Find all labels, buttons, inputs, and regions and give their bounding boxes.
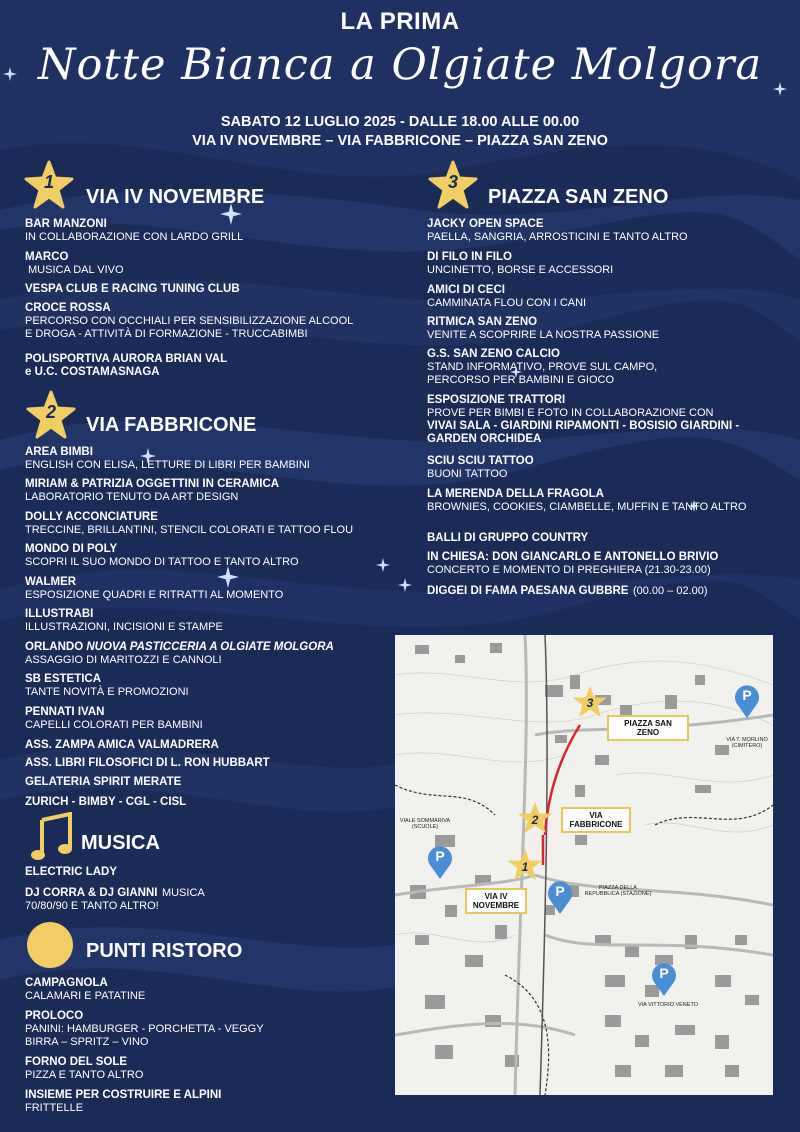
sun-circle-icon — [26, 921, 74, 969]
entry-name: POLISPORTIVA AURORA BRIAN VAL — [25, 353, 228, 365]
entry-desc: BUONI TATTOO — [427, 468, 508, 480]
entry-desc: PROVE PER BIMBI E FOTO IN COLLABORAZIONE CON — [427, 407, 714, 419]
entry-name: PENNATI IVAN — [25, 706, 105, 718]
entry-name: AMICI DI CECI — [427, 284, 505, 296]
entry-desc: LABORATORIO TENUTO DA ART DESIGN — [25, 491, 239, 503]
entry-desc: STAND INFORMATIVO, PROVE SUL CAMPO, — [427, 361, 658, 373]
entry-name: SCIU SCIU TATTOO — [427, 455, 534, 467]
entry-desc: PIZZA E TANTO ALTRO — [25, 1069, 144, 1081]
list-item — [427, 218, 797, 244]
parking-label-line: REPUBBLICA (STAZIONE) — [584, 891, 652, 897]
entry-desc: ASSAGGIO DI MARITOZZI E CANNOLI — [25, 654, 222, 666]
entry-desc: SCOPRI IL SUO MONDO DI TATTOO E TANTO ALTRO — [25, 556, 299, 568]
event-date: SABATO 12 LUGLIO 2025 - DALLE 18.00 ALLE 00.00 — [220, 114, 580, 130]
entry-desc: MUSICA DAL VIVO — [28, 264, 124, 276]
entry-name: VIVAI SALA - GIARDINI RIPAMONTI - BOSISIO GIARDINI - — [427, 420, 740, 432]
list-item — [25, 796, 395, 809]
list-item — [25, 446, 395, 472]
parking-pin-icon — [649, 960, 679, 996]
section-title-musica: MUSICA — [81, 832, 160, 854]
list-item — [427, 394, 797, 446]
map-marker-1: 1 — [521, 860, 529, 874]
entry-desc: E DROGA - ATTIVITÀ DI FORMAZIONE - TRUCCABIMBI — [25, 328, 308, 340]
parking-label-scuole — [395, 818, 455, 830]
entry-name: INSIEME PER COSTRUIRE E ALPINI — [25, 1089, 222, 1101]
sparkle-icon — [398, 578, 412, 592]
entry-name: ZURICH - BIMBY - CGL - CISL — [25, 796, 187, 808]
entry-desc: CALAMARI E PATATINE — [25, 990, 146, 1002]
list-item — [25, 1089, 395, 1115]
entry-desc: CAPELLI COLORATI PER BAMBINI — [25, 719, 203, 731]
entry-desc: BIRRA – SPRITZ – VINO — [25, 1036, 149, 1048]
entry-desc: ILLUSTRAZIONI, INCISIONI E STAMPE — [25, 621, 223, 633]
list-item — [25, 885, 395, 913]
entry-name: ESPOSIZIONE TRATTORI — [427, 394, 566, 406]
list-item — [25, 576, 395, 602]
list-item — [25, 776, 395, 789]
entry-name: RITMICA SAN ZENO — [427, 316, 538, 328]
entry-name: IN CHIESA: DON GIANCARLO E ANTONELLO BRIVIO — [427, 551, 719, 563]
music-note-icon — [30, 812, 72, 862]
entry-desc: CAMMINATA FLOU CON I CANI — [427, 297, 587, 309]
list-item — [25, 218, 395, 244]
star-number-label: 3 — [447, 172, 458, 192]
list-item — [25, 757, 395, 770]
entry-name: VESPA CLUB E RACING TUNING CLUB — [25, 283, 240, 295]
svg-text:P: P — [555, 883, 565, 899]
parking-label-vittorio-veneto: VIA VITTORIO VENETO — [637, 1002, 698, 1008]
entry-desc: CONCERTO E MOMENTO DI PREGHIERA (21.30-23.00) — [427, 564, 711, 576]
list-item — [25, 739, 395, 752]
parking-pin-icon — [732, 682, 762, 718]
map-label-piazza-san-zeno: PIAZZA SAN ZENO — [607, 715, 689, 741]
svg-text:P: P — [435, 848, 445, 864]
entry-desc: ENGLISH CON ELISA, LETTURE DI LIBRI PER BAMBINI — [25, 459, 310, 471]
list-item — [25, 641, 395, 667]
entry-name: ASS. LIBRI FILOSOFICI DI L. RON HUBBART — [25, 757, 270, 769]
event-streets: VIA IV NOVEMBRE – VIA FABBRICONE – PIAZZA SAN ZENO — [192, 133, 608, 149]
entry-name: ORLANDO — [25, 641, 84, 653]
list-item — [25, 673, 395, 699]
list-item — [25, 706, 395, 732]
parking-label-cimitero — [717, 737, 773, 749]
list-item — [427, 551, 797, 577]
list-item — [427, 251, 797, 277]
entry-desc: VENITE A SCOPRIRE LA NOSTRA PASSIONE — [427, 329, 660, 341]
entry-name: GELATERIA SPIRIT MERATE — [25, 776, 182, 788]
svg-text:P: P — [742, 687, 752, 703]
entry-desc: TANTE NOVITÀ E PROMOZIONI — [25, 686, 189, 698]
entry-desc: ESPOSIZIONE QUADRI E RITRATTI AL MOMENTO — [25, 589, 284, 601]
star-number-label: 1 — [43, 172, 54, 192]
list-item — [427, 488, 797, 514]
entry-desc-inline: (00.00 – 02.00) — [632, 585, 708, 597]
page-title: Notte Bianca a Olgiate Molgora — [37, 40, 763, 90]
list-item — [25, 251, 395, 277]
entry-name: BAR MANZONI — [25, 218, 107, 230]
entry-name: GARDEN ORCHIDEA — [427, 433, 542, 445]
entry-desc: TRECCINE, BRILLANTINI, STENCIL COLORATI E TATTOO FLOU — [25, 524, 354, 536]
entry-name: BALLI DI GRUPPO COUNTRY — [427, 532, 589, 544]
parking-label-line: (SCUOLE) — [411, 824, 439, 830]
header-kicker: LA PRIMA — [340, 8, 460, 35]
star-number-1 — [24, 160, 74, 210]
parking-label-line: VIA T. MORLINO — [726, 737, 768, 743]
map-label-via-fabbricone: VIA FABBRICONE — [561, 807, 631, 833]
parking-pin-icon — [425, 843, 455, 879]
list-item — [25, 977, 395, 1003]
entry-desc: PERCORSO CON OCCHIALI PER SENSIBILIZZAZIONE ALCOOL — [25, 315, 354, 327]
entry-desc: BROWNIES, COOKIES, CIAMBELLE, MUFFIN E TANTO ALTRO — [427, 501, 747, 513]
entry-desc: PAELLA, SANGRIA, ARROSTICINI E TANTO ALTRO — [427, 231, 688, 243]
list-item — [427, 348, 797, 387]
entry-name: MIRIAM & PATRIZIA OGGETTINI IN CERAMICA — [25, 478, 280, 490]
list-item — [25, 608, 395, 634]
list-item — [25, 1056, 395, 1082]
map-label-line: VIA IV — [484, 892, 508, 901]
entry-name: WALMER — [25, 576, 77, 588]
entry-desc: IN COLLABORAZIONE CON LARDO GRILL — [25, 231, 244, 243]
entry-name: MARCO — [25, 251, 69, 263]
star-number-3 — [428, 160, 478, 210]
map-label-line: NOVEMBRE — [472, 901, 520, 910]
list-item — [427, 284, 797, 310]
entry-desc: 70/80/90 E TANTO ALTRO! — [25, 900, 159, 912]
entry-desc: FRITTELLE — [25, 1102, 84, 1114]
entry-name: CROCE ROSSA — [25, 302, 111, 314]
entry-name-row — [25, 885, 395, 900]
list-item — [25, 1010, 395, 1049]
entry-name-italic: NUOVA PASTICCERIA A OLGIATE MOLGORA — [86, 641, 334, 653]
list-item — [427, 583, 797, 598]
entry-name: DIGGEI DI FAMA PAESANA GUBBRE — [427, 585, 629, 597]
entry-name-row — [427, 583, 797, 598]
parking-label-repubblica — [583, 885, 653, 897]
entry-desc: PERCORSO PER BAMBINI E GIOCO — [427, 374, 615, 386]
entry-name: LA MERENDA DELLA FRAGOLA — [427, 488, 604, 500]
parking-label-line: (CIMITERO) — [731, 743, 763, 749]
list-item — [427, 316, 797, 342]
entry-name: MONDO DI POLY — [25, 543, 118, 555]
list-item — [25, 866, 395, 879]
entry-name: AREA BIMBI — [25, 446, 93, 458]
parking-label-line: PIAZZA DELLA — [599, 885, 637, 891]
entry-desc: UNCINETTO, BORSE E ACCESSORI — [427, 264, 614, 276]
star-number-2 — [26, 390, 76, 440]
list-item — [25, 302, 395, 341]
list-item — [25, 283, 395, 296]
list-item — [25, 543, 395, 569]
event-map — [395, 635, 773, 1095]
entry-name: DJ CORRA & DJ GIANNI — [25, 887, 158, 899]
list-item — [427, 455, 797, 481]
entry-name: DOLLY ACCONCIATURE — [25, 511, 158, 523]
parking-label-line: VIALE SOMMARIVA — [399, 818, 451, 824]
entry-name: JACKY OPEN SPACE — [427, 218, 544, 230]
entry-name: CAMPAGNOLA — [25, 977, 108, 989]
map-label-via-iv-novembre — [465, 888, 527, 914]
map-marker-2: 2 — [531, 813, 539, 827]
entry-name: SB ESTETICA — [25, 673, 102, 685]
section-title-piazza-san-zeno: PIAZZA SAN ZENO — [488, 186, 669, 208]
list-item — [25, 511, 395, 537]
section-title-punti-ristoro: PUNTI RISTORO — [86, 940, 243, 962]
map-marker-3: 3 — [586, 696, 594, 710]
entry-name: G.S. SAN ZENO CALCIO — [427, 348, 560, 360]
list-item — [427, 532, 797, 545]
section-title-via-iv-novembre: VIA IV NOVEMBRE — [86, 186, 265, 208]
section-title-via-fabbricone: VIA FABBRICONE — [86, 414, 257, 436]
list-item — [25, 353, 395, 379]
entry-name-row — [25, 641, 395, 654]
parking-pin-icon — [545, 878, 575, 914]
entry-name: FORNO DEL SOLE — [25, 1056, 128, 1068]
star-number-label: 2 — [45, 402, 56, 422]
entry-name: e U.C. COSTAMASNAGA — [25, 366, 160, 378]
list-item — [25, 478, 395, 504]
entry-name: DI FILO IN FILO — [427, 251, 512, 263]
entry-desc-inline: MUSICA — [161, 887, 205, 899]
entry-name: ELECTRIC LADY — [25, 866, 117, 878]
entry-desc: PANINI: HAMBURGER - PORCHETTA - VEGGY — [25, 1023, 264, 1035]
entry-name: ASS. ZAMPA AMICA VALMADRERA — [25, 739, 219, 751]
entry-name: PROLOCO — [25, 1010, 84, 1022]
svg-text:P: P — [659, 965, 669, 981]
entry-name: ILLUSTRABI — [25, 608, 94, 620]
